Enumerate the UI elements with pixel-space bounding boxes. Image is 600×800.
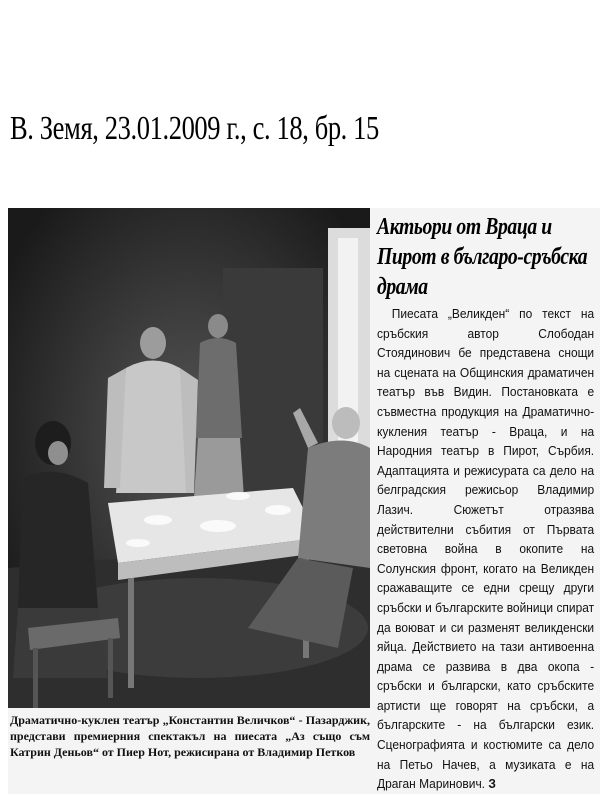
article-signature: З [488, 776, 496, 792]
theatre-photo [8, 208, 370, 708]
article-headline: Актьори от Враца и Пирот в българо-сръбска драма [377, 214, 588, 300]
article [373, 208, 598, 792]
source-citation: В. Земя, 23.01.2009 г., с. 18, бр. 15 [10, 110, 379, 147]
stage-scene-image [8, 208, 370, 708]
article-body-text: Пиесата „Великден“ по текст на сръбския автор Слободан Стоядинович бе представена снощи на сцената на Общинския драматичен театър във Видин. Постановката е съвместна продукция на Драматично-кукления театър - Враца, и на Народния театър в Пирот, Сърбия. Адаптацията и режисурата са дело на белградския режисьор Владимир Лазич. Сюжетът отразява действителни събития от Първата световна война в окопите на Солунския фронт, когато на Великден сражаващите се едни срещу други сръбски и българските войници спират да воюват и си разменят великденски яйца. Действието на тази антивоенна драма се развива в два окопа - сръбски и български, като сръбските артисти ще говорят на сръбски, а българските - на български език. Сценографията и костюмите са дело на Петьо Начев, а музиката е на Драган Маринович. [377, 306, 595, 792]
article-body [377, 304, 594, 794]
photo-caption: Драматично-куклен театър „Константин Величков“ - Пазарджик, представи премиерния спектакъл на пиесата „Аз също съм Катрин Деньов“ от Пиер Нот, режисирана от Владимир Петков [10, 713, 370, 759]
